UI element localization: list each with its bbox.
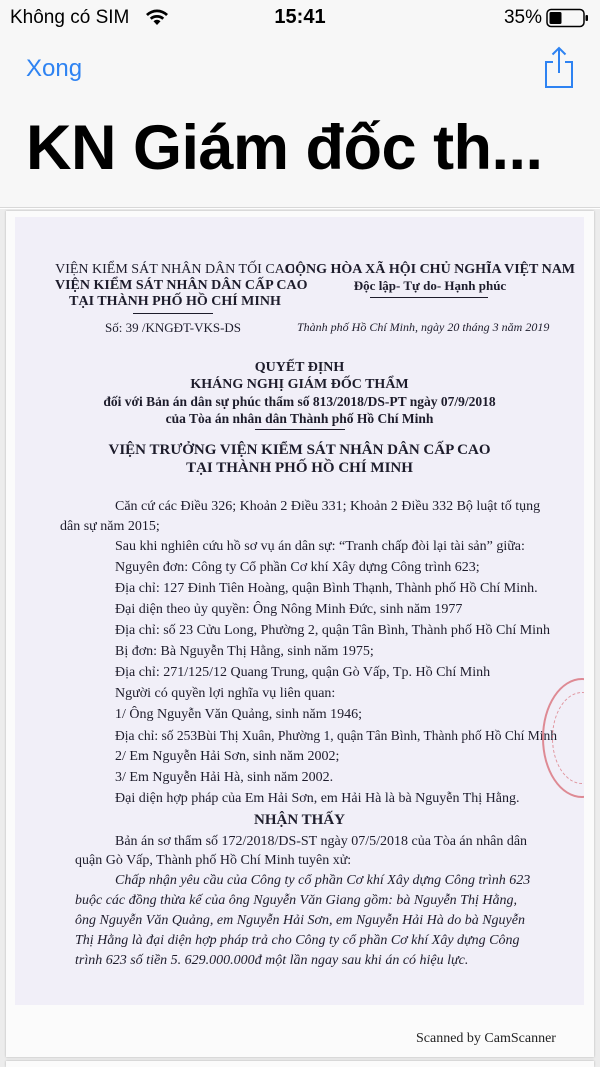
header-right-line-1: CỘNG HÒA XÃ HỘI CHỦ NGHĨA VIỆT NAM [285,262,576,277]
authority-line-1: VIỆN TRƯỞNG VIỆN KIỂM SÁT NHÂN DÂN CẤP CAO [108,442,491,458]
body-line: Bị đơn: Bà Nguyễn Thị Hằng, sinh năm 1975; [115,644,374,659]
carrier-label: Không có SIM [10,7,130,28]
document-title: KN Giám đốc th... [26,113,543,183]
done-button[interactable]: Xong [26,55,83,82]
decision-subject-line-1: đối với Bản án dân sự phúc thẩm số 813/2018/DS-PT ngày 07/9/2018 [103,394,496,409]
header-left-underline [133,313,213,314]
body-line: Địa chỉ: 271/125/12 Quang Trung, quận Gò Vấp, Tp. Hồ Chí Minh [115,665,491,680]
body-line: Địa chỉ: số 23 Cửu Long, Phường 2, quận Tân Bình, Thành phố Hồ Chí Minh [115,623,551,638]
battery-icon [546,8,590,28]
document-page [6,211,594,1057]
ruling-line: Thị Hằng là đại diện hợp pháp trả cho Công ty cổ phần Cơ khí Xây dựng Công [75,933,520,948]
body-line: Đại diện theo ủy quyền: Ông Nông Minh Đức, sinh năm 1977 [115,602,463,617]
body-line: dân sự năm 2015; [60,519,160,534]
body-line: 1/ Ông Nguyễn Văn Quảng, sinh năm 1946; [115,707,363,722]
ruling-line: buộc các đồng thừa kế của ông Nguyễn Văn Giang gồm: bà Nguyễn Thị Hằng, [75,893,517,908]
navigation-bar [0,36,600,208]
scanned-by-label: Scanned by CamScanner [416,1031,556,1046]
header-left-line-1: VIỆN KIỂM SÁT NHÂN DÂN TỐI CAO [55,262,295,277]
body-line: 3/ Em Nguyễn Hải Hà, sinh năm 2002. [115,770,334,785]
ruling-line: ông Nguyễn Văn Quảng, em Nguyễn Hải Sơn, em Nguyễn Hải Hà do bà Nguyễn [75,913,525,928]
body-line: Địa chỉ: 127 Đinh Tiên Hoàng, quận Bình Thạnh, Thành phố Hồ Chí Minh. [115,581,538,596]
body-line: Căn cứ các Điều 326; Khoản 2 Điều 331; Khoản 2 Điều 332 Bộ luật tố tụng [115,499,541,514]
decision-title: QUYẾT ĐỊNH [254,360,345,375]
authority-line-2: TẠI THÀNH PHỐ HỒ CHÍ MINH [186,460,413,476]
status-bar [0,0,600,36]
header-left-line-3: TẠI THÀNH PHỐ HỒ CHÍ MINH [69,294,281,309]
header-left-line-2: VIỆN KIỂM SÁT NHÂN DÂN CẤP CAO [55,278,308,293]
section-line: quận Gò Vấp, Thành phố Hồ Chí Minh tuyên xử: [75,853,352,868]
next-page-preview [6,1061,594,1067]
header-right-line-2: Độc lập- Tự do- Hạnh phúc [353,278,507,293]
decision-subject-line-2: của Tòa án nhân dân Thành phố Hồ Chí Minh [165,411,434,426]
body-line: Đại diện hợp pháp của Em Hải Sơn, em Hải Hà là bà Nguyễn Thị Hằng. [115,791,520,806]
section-line: Bản án sơ thẩm số 172/2018/DS-ST ngày 07/5/2018 của Tòa án nhân dân [115,834,528,849]
clock: 15:41 [274,6,326,28]
battery-percent: 35% [503,7,542,28]
header-right-underline [370,297,488,298]
body-line: Địa chỉ: số 253Bùi Thị Xuân, Phường 1, quận Tân Bình, Thành phố Hồ Chí Minh [115,728,557,743]
title-underline [255,429,345,430]
body-line: Sau khi nghiên cứu hồ sơ vụ án dân sự: “Tranh chấp đòi lại tài sản” giữa: [115,539,525,554]
scanned-image [15,217,584,1005]
body-line: Nguyên đơn: Công ty Cổ phần Cơ khí Xây dựng Công trình 623; [115,560,480,575]
share-icon[interactable] [540,46,578,90]
ruling-line: Chấp nhận yêu cầu của Công ty cổ phần Cơ khí Xây dựng Công trình 623 [115,873,531,888]
document-viewer[interactable] [0,209,600,1067]
document-number: Số: 39 /KNGĐT-VKS-DS [105,320,242,335]
body-line: 2/ Em Nguyễn Hải Sơn, sinh năm 2002; [115,749,340,764]
ruling-line: trình 623 số tiền 5. 629.000.000đ một lần ngay sau khi án có hiệu lực. [75,953,469,968]
body-line: Người có quyền lợi nghĩa vụ liên quan: [115,686,336,701]
document-date: Thành phố Hồ Chí Minh, ngày 20 tháng 3 năm 2019 [297,320,550,334]
section-heading: NHẬN THẤY [254,812,345,828]
decision-subtitle: KHÁNG NGHỊ GIÁM ĐỐC THẨM [190,377,409,392]
